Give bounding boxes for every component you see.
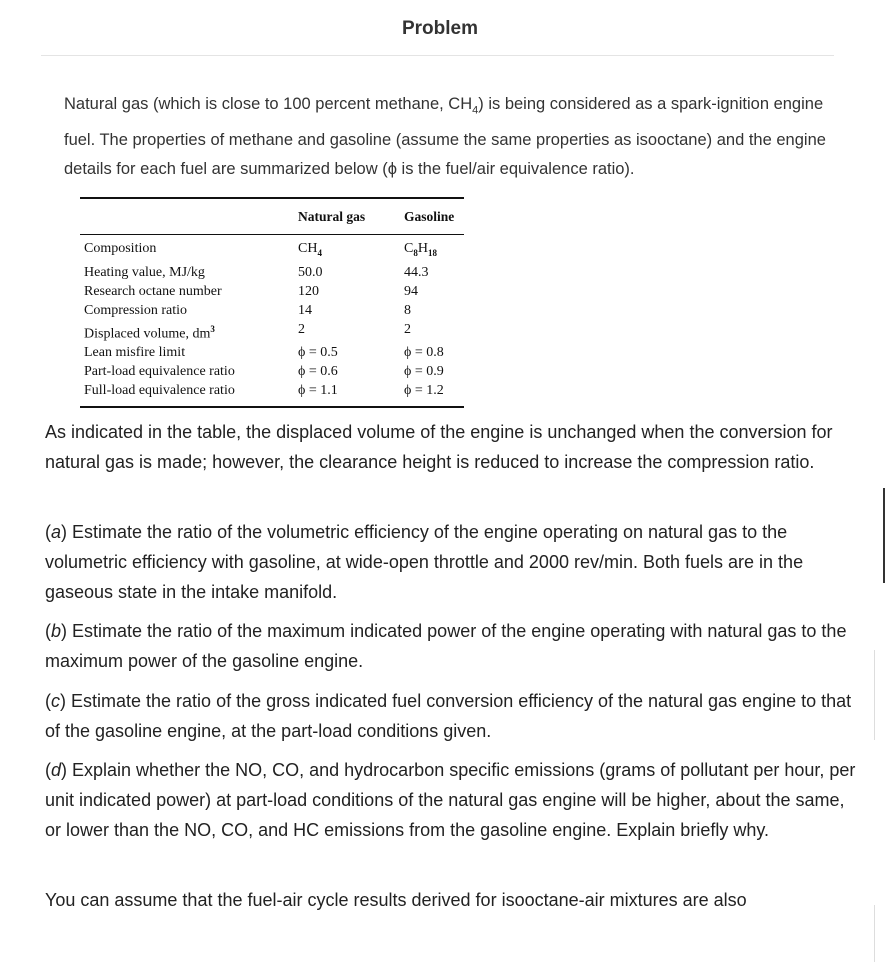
intro-paragraph [64, 90, 834, 185]
row-label: Heating value, MJ/kg [84, 264, 205, 280]
page-title: Problem [401, 18, 479, 39]
row-label: Lean misfire limit [84, 345, 186, 361]
right-edge-light-line-bottom [874, 905, 875, 962]
properties-table [80, 197, 464, 408]
row-gasoline: 8 [404, 302, 411, 318]
paragraph-assumption: You can assume that the fuel-air cycle results derived for isooctane-air mixtures are also [45, 890, 747, 910]
row-natural-gas: ϕ = 0.6 [298, 364, 338, 380]
row-label: Composition [84, 241, 157, 256]
table-row [80, 362, 464, 381]
table-row [80, 263, 464, 282]
row-gasoline: 44.3 [404, 264, 429, 280]
row-label: Part-load equivalence ratio [84, 364, 235, 380]
table-row [80, 381, 464, 400]
table-row [80, 320, 464, 344]
intro-sub: 4 [472, 104, 479, 117]
part-b-label: b [51, 621, 62, 641]
part-b-text: Estimate the ratio of the maximum indicated power of the engine operating with natural gas to the maximum power of the gasoline engine. [45, 621, 847, 671]
row-gasoline: ϕ = 0.9 [404, 364, 444, 380]
table-row [80, 235, 464, 263]
header-natural-gas: Natural gas [298, 209, 366, 224]
right-edge-light-line [874, 650, 875, 740]
table-row [80, 343, 464, 362]
row-natural-gas: 120 [298, 283, 319, 299]
paragraph-part-a: (a) Estimate the ratio of the volumetric efficiency of the engine operating on natural gas to the volumetric efficiency with gasoline, at wide-open throttle and 2000 rev/min. Both fuels are in the gaseous state in the intake manifold. [45, 522, 804, 602]
title-divider [41, 55, 834, 56]
row-natural-gas: $CH_4$ [298, 241, 322, 258]
table-row [80, 301, 464, 320]
part-c-text: Estimate the ratio of the gross indicated fuel conversion efficiency of the natural gas engine to that of the gasoline engine, at the part-load conditions given. [45, 691, 852, 741]
paragraph-part-b: (b) Estimate the ratio of the maximum indicated power of the engine operating with natural gas to the maximum power of the gasoline engine. [45, 621, 847, 671]
intro-text-2: ) is being considered as a spark-ignition engine fuel. The properties of methane and gasoline (assume the same properties as isooctane) and the engine details for each fuel are summarized below (ϕ is the fuel/air equivalence ratio). [64, 95, 826, 179]
row-gasoline: ϕ = 0.8 [404, 345, 444, 361]
part-d-text: Explain whether the NO, CO, and hydrocarbon specific emissions (grams of pollutant per hour, per unit indicated power) at part-load conditions of the natural gas engine will be higher, about the same, or lower than the NO, CO, and HC emissions from the gasoline engine. Explain briefly why. [45, 760, 856, 840]
row-label: Research octane number [84, 283, 222, 299]
row-label: Full-load equivalence ratio [84, 383, 235, 399]
row-natural-gas: 14 [298, 302, 312, 318]
table-bottom-rule [80, 406, 464, 408]
part-d-label: d [51, 760, 62, 780]
part-a-label: a [51, 522, 62, 542]
row-label: Compression ratio [84, 302, 188, 318]
paragraph-displaced-volume: As indicated in the table, the displaced volume of the engine is unchanged when the conversion for natural gas is made; however, the clearance height is reduced to increase the compression ratio. [45, 422, 833, 472]
row-natural-gas: 2 [298, 321, 305, 337]
intro-text-1: Natural gas (which is close to 100 percent methane, CH [64, 95, 473, 113]
table-row [80, 282, 464, 301]
row-gasoline: ϕ = 1.2 [404, 383, 444, 399]
row-natural-gas: 50.0 [298, 264, 323, 280]
paragraph-part-d: (d) Explain whether the NO, CO, and hydrocarbon specific emissions (grams of pollutant per hour, per unit indicated power) at part-load conditions of the natural gas engine will be higher, about the same, or lower than the NO, CO, and HC emissions from the gasoline engine. Explain briefly why. [45, 760, 856, 840]
paragraph-part-c: (c) Estimate the ratio of the gross indicated fuel conversion efficiency of the natural gas engine to that of the gasoline engine, at the part-load conditions given. [45, 691, 852, 741]
row-gasoline: $C_8H_{18}$ [404, 241, 437, 258]
row-natural-gas: ϕ = 1.1 [298, 383, 338, 399]
row-natural-gas: ϕ = 0.5 [298, 345, 338, 361]
table-header-row [80, 199, 464, 234]
header-empty [80, 199, 298, 234]
header-gasoline: Gasoline [404, 209, 455, 224]
row-gasoline: 94 [404, 283, 418, 299]
row-gasoline: 2 [404, 321, 411, 337]
row-label: Displaced volume, $dm^3$ [84, 323, 215, 342]
part-a-text: Estimate the ratio of the volumetric efficiency of the engine operating on natural gas to the volumetric efficiency with gasoline, at wide-open throttle and 2000 rev/min. Both fuels are in the gaseous state in the intake manifold. [45, 522, 804, 602]
part-c-label: c [51, 691, 60, 711]
